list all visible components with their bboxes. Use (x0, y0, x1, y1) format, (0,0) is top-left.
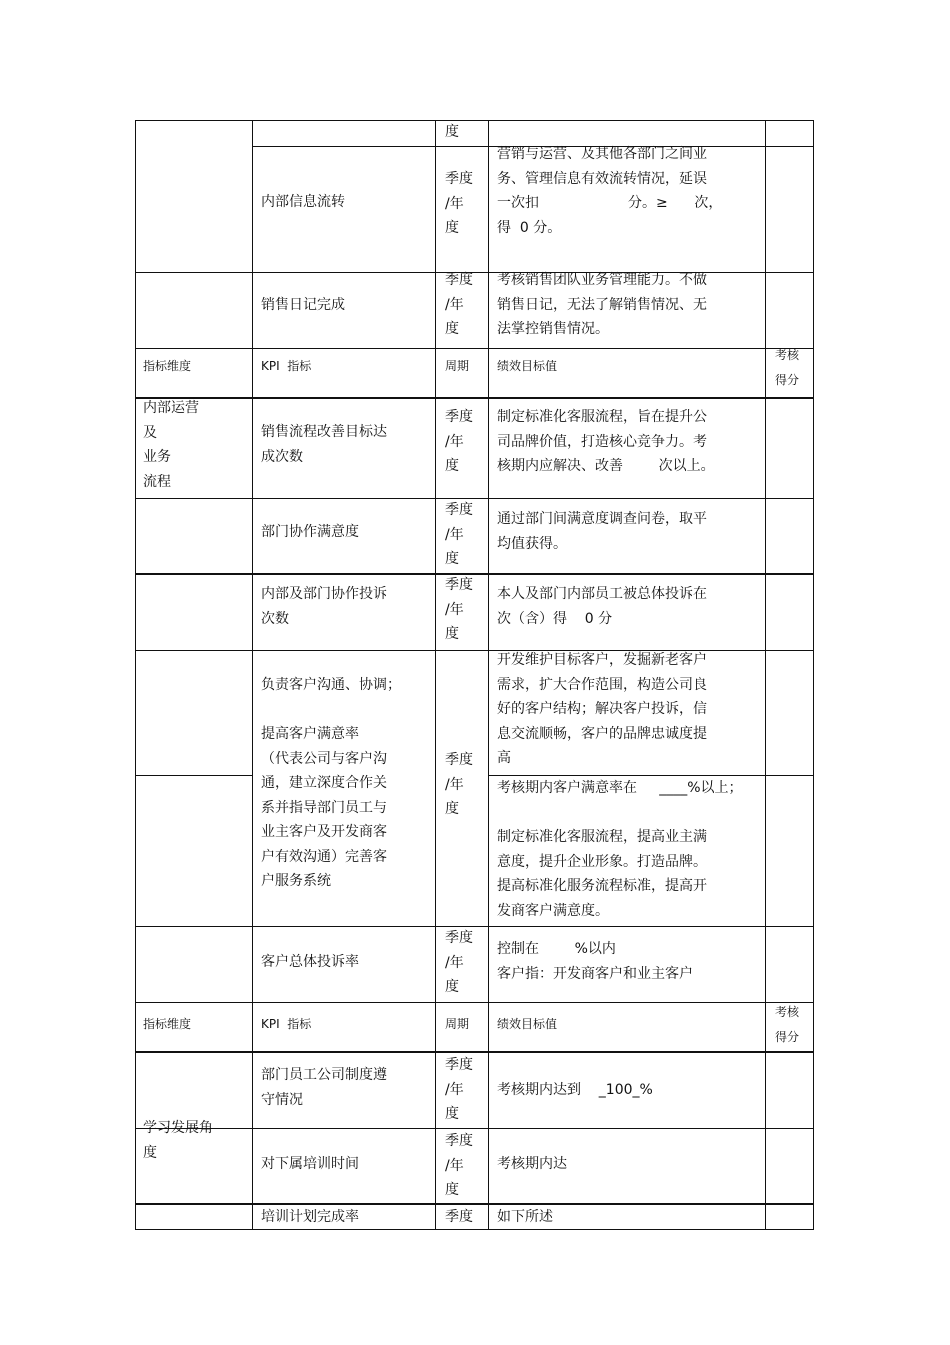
header-kpi: KPI 指标 (261, 1017, 312, 1031)
dimension-cell: 学习发展角 (143, 1120, 213, 1136)
target-cell: 一次扣 分。≥ 次， (497, 195, 723, 211)
header-dimension: 指标维度 (143, 359, 192, 373)
target-cell: 控制在 %以内 (497, 941, 616, 957)
target-cell: 本人及部门内部员工被总体投诉在 (497, 586, 707, 602)
table-rule (252, 120, 253, 1229)
target-cell: 需求，扩大合作范围，构造公司良 (497, 676, 707, 693)
period-cell: /年 (445, 601, 464, 618)
dimension-cell: 度 (143, 1144, 157, 1161)
table-rule (765, 120, 766, 1229)
target-cell: 考核期内达 (497, 1156, 567, 1172)
table-rule (135, 397, 814, 399)
period-cell: 季度 (445, 409, 473, 425)
target-cell: 制定标准化客服流程，提高业主满 (497, 829, 707, 845)
kpi-cell: 提高客户满意率 (261, 726, 359, 742)
header-dimension: 指标维度 (143, 1017, 192, 1031)
table-rule (135, 650, 814, 651)
kpi-cell: 负责客户沟通、协调； (261, 677, 401, 693)
period-cell: /年 (445, 1081, 464, 1098)
table-rule (135, 1128, 814, 1129)
period-cell: /年 (445, 195, 464, 212)
header-score: 得分 (775, 372, 800, 387)
target-cell: 法掌控销售情况。 (497, 321, 609, 337)
target-cell: 司品牌价值，打造核心竞争力。考 (497, 433, 707, 450)
table-rule (135, 120, 814, 121)
period-cell: 度 (445, 1182, 459, 1198)
kpi-cell: 通，建立深度合作关 (261, 775, 387, 791)
kpi-cell: 部门员工公司制度遵 (261, 1067, 387, 1083)
header-period: 周期 (445, 1017, 470, 1031)
kpi-cell: 内部信息流转 (261, 194, 345, 210)
header-kpi: KPI 指标 (261, 359, 312, 373)
period-cell: 度 (445, 458, 459, 474)
target-cell: 得 0 分。 (497, 219, 562, 236)
table-rule (135, 775, 253, 776)
target-cell: 营销与运营、及其他各部门之间业 (497, 146, 707, 162)
dimension-cell: 及 (143, 424, 157, 441)
kpi-cell: 对下属培训时间 (261, 1156, 359, 1172)
target-cell: 客户指：开发商客户和业主客户 (497, 965, 693, 982)
period-cell: 季度 (445, 502, 473, 518)
period-cell: 季度 (445, 930, 473, 946)
target-cell: 如下所述 (497, 1209, 553, 1225)
kpi-cell: 销售日记完成 (261, 297, 345, 313)
period-cell: 度 (445, 220, 459, 236)
target-cell: 制定标准化客服流程，旨在提升公 (497, 409, 707, 425)
header-score: 考核 (775, 348, 800, 362)
kpi-cell: 成次数 (261, 448, 303, 465)
dimension-cell: 业务 (143, 449, 171, 465)
target-cell: 高 (497, 750, 511, 766)
header-score: 得分 (775, 1029, 800, 1044)
period-cell: 度 (445, 979, 459, 995)
period-cell: /年 (445, 433, 464, 450)
table-rule (135, 498, 814, 499)
kpi-cell: 守情况 (261, 1091, 303, 1108)
target-cell: 开发维护目标客户，发掘新老客户 (497, 652, 707, 668)
target-cell: 次（含）得 0 分 (497, 610, 613, 627)
period-cell: 度 (445, 1106, 459, 1122)
target-cell: 务、管理信息有效流转情况，延误 (497, 170, 707, 187)
period-cell: /年 (445, 526, 464, 543)
target-cell: 意度，提升企业形象。打造品牌。 (497, 853, 707, 870)
header-target: 绩效目标值 (497, 359, 558, 373)
target-cell: 发商客户满意度。 (497, 902, 609, 919)
period-cell: /年 (445, 776, 464, 793)
kpi-cell: 业主客户及开发商客 (261, 824, 387, 840)
period-cell: 季度 (445, 1057, 473, 1073)
kpi-cell: （代表公司与客户沟 (261, 750, 387, 767)
table-rule (135, 1002, 814, 1003)
period-cell: /年 (445, 296, 464, 313)
target-cell: 考核销售团队业务管理能力。不做 (497, 272, 707, 288)
kpi-cell: 次数 (261, 610, 289, 627)
period-cell: 度 (445, 801, 459, 817)
target-cell: 考核期内达到 _100_% (497, 1082, 653, 1098)
table-rule (135, 348, 814, 349)
header-target: 绩效目标值 (497, 1017, 558, 1031)
table-rule (135, 1203, 814, 1205)
kpi-cell: 部门协作满意度 (261, 524, 359, 540)
target-cell: 核期内应解决、改善 次以上。 (497, 458, 715, 474)
table-rule (135, 926, 814, 927)
table-rule (135, 1229, 814, 1230)
dimension-cell: 流程 (143, 473, 171, 490)
kpi-cell: 客户总体投诉率 (261, 954, 359, 970)
period-cell: /年 (445, 954, 464, 971)
kpi-cell: 户服务系统 (261, 873, 331, 889)
header-score: 考核 (775, 1005, 800, 1019)
target-cell: 提高标准化服务流程标准，提高开 (497, 878, 707, 894)
period-cell: 度 (445, 626, 459, 642)
table-rule (135, 573, 814, 575)
period-cell: 度 (445, 124, 459, 140)
period-cell: 季度 (445, 1133, 473, 1149)
table-rule (135, 272, 814, 273)
period-cell: 季度 (445, 1209, 473, 1225)
table-rule (435, 120, 436, 1229)
header-period: 周期 (445, 359, 470, 373)
period-cell: 度 (445, 321, 459, 337)
period-cell: 季度 (445, 171, 473, 187)
target-cell: 息交流顺畅，客户的品牌忠诚度提 (497, 725, 707, 742)
period-cell: 季度 (445, 577, 473, 593)
period-cell: 季度 (445, 752, 473, 768)
target-cell: 考核期内客户满意率在 ____%以上； (497, 780, 743, 796)
dimension-cell: 内部运营 (143, 400, 199, 416)
kpi-cell: 内部及部门协作投诉 (261, 586, 387, 602)
period-cell: 度 (445, 551, 459, 567)
kpi-cell: 户有效沟通）完善客 (261, 848, 387, 865)
target-cell: 销售日记，无法了解销售情况、无 (497, 296, 707, 313)
table-rule (135, 120, 136, 1229)
table-rule (135, 1051, 814, 1053)
target-cell: 通过部门间满意度调查问卷，取平 (497, 511, 707, 527)
target-cell: 好的客户结构；解决客户投诉，信 (497, 701, 707, 717)
period-cell: /年 (445, 1157, 464, 1174)
target-cell: 均值获得。 (497, 535, 567, 552)
table-rule (813, 120, 814, 1229)
period-cell: 季度 (445, 272, 473, 288)
table-rule (488, 120, 489, 1229)
kpi-cell: 销售流程改善目标达 (261, 424, 387, 440)
kpi-cell: 培训计划完成率 (261, 1209, 359, 1225)
kpi-cell: 系并指导部门员工与 (261, 799, 387, 816)
